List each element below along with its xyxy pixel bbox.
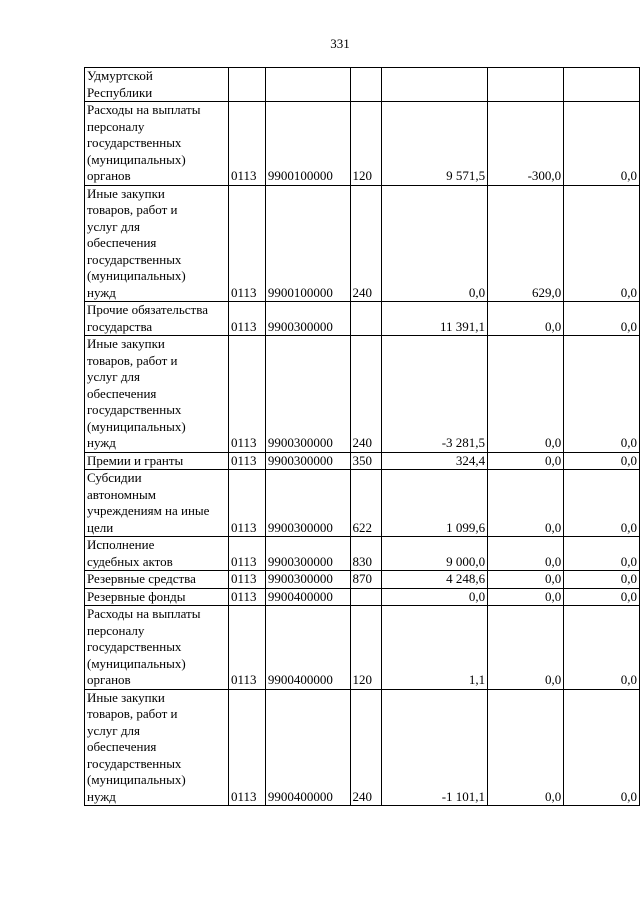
- expense-type: 120: [350, 606, 382, 690]
- amount-3: 0,0: [564, 537, 640, 571]
- row-description: Удмуртской Республики: [85, 68, 229, 102]
- amount-1: [382, 68, 488, 102]
- row-description: Субсидии автономным учреждениям на иные цели: [85, 470, 229, 537]
- section-code: 0113: [229, 102, 266, 186]
- section-code: 0113: [229, 571, 266, 589]
- row-description: Резервные средства: [85, 571, 229, 589]
- amount-2: -300,0: [488, 102, 564, 186]
- table-row: [85, 689, 640, 806]
- table-row: [85, 68, 640, 102]
- budget-table: [84, 67, 640, 806]
- amount-1: 9 571,5: [382, 102, 488, 186]
- amount-3: 0,0: [564, 470, 640, 537]
- amount-1: 0,0: [382, 185, 488, 302]
- table-row: [85, 452, 640, 470]
- amount-2: 0,0: [488, 689, 564, 806]
- amount-1: 0,0: [382, 588, 488, 606]
- row-description: Иные закупки товаров, работ и услуг для обеспечения государственных (муниципальных) нужд: [85, 336, 229, 453]
- amount-2: 0,0: [488, 571, 564, 589]
- budget-table-body: [85, 68, 640, 806]
- section-code: [229, 68, 266, 102]
- expense-type: 240: [350, 185, 382, 302]
- expense-type: 830: [350, 537, 382, 571]
- amount-2: [488, 68, 564, 102]
- amount-3: 0,0: [564, 185, 640, 302]
- amount-2: 629,0: [488, 185, 564, 302]
- table-row: [85, 302, 640, 336]
- target-article: 9900400000: [265, 689, 350, 806]
- page-number: 331: [330, 36, 350, 51]
- amount-3: 0,0: [564, 588, 640, 606]
- target-article: 9900100000: [265, 102, 350, 186]
- section-code: 0113: [229, 537, 266, 571]
- target-article: 9900300000: [265, 302, 350, 336]
- section-code: 0113: [229, 606, 266, 690]
- expense-type: 622: [350, 470, 382, 537]
- amount-1: 11 391,1: [382, 302, 488, 336]
- amount-1: 9 000,0: [382, 537, 488, 571]
- amount-3: 0,0: [564, 452, 640, 470]
- table-row: [85, 470, 640, 537]
- table-row: [85, 537, 640, 571]
- amount-2: 0,0: [488, 537, 564, 571]
- amount-2: 0,0: [488, 336, 564, 453]
- section-code: 0113: [229, 588, 266, 606]
- row-description: Резервные фонды: [85, 588, 229, 606]
- row-description: Иные закупки товаров, работ и услуг для обеспечения государственных (муниципальных) нужд: [85, 185, 229, 302]
- expense-type: 870: [350, 571, 382, 589]
- amount-2: 0,0: [488, 606, 564, 690]
- section-code: 0113: [229, 452, 266, 470]
- expense-type: 240: [350, 689, 382, 806]
- table-row: [85, 185, 640, 302]
- expense-type: [350, 302, 382, 336]
- table-row: [85, 571, 640, 589]
- target-article: 9900300000: [265, 452, 350, 470]
- target-article: [265, 68, 350, 102]
- table-row: [85, 588, 640, 606]
- section-code: 0113: [229, 470, 266, 537]
- amount-2: 0,0: [488, 452, 564, 470]
- amount-2: 0,0: [488, 588, 564, 606]
- amount-3: 0,0: [564, 102, 640, 186]
- amount-3: 0,0: [564, 336, 640, 453]
- row-description: Исполнение судебных актов: [85, 537, 229, 571]
- target-article: 9900300000: [265, 537, 350, 571]
- table-row: [85, 336, 640, 453]
- expense-type: 240: [350, 336, 382, 453]
- table-row: [85, 606, 640, 690]
- amount-1: 4 248,6: [382, 571, 488, 589]
- target-article: 9900400000: [265, 606, 350, 690]
- table-row: [85, 102, 640, 186]
- section-code: 0113: [229, 689, 266, 806]
- target-article: 9900100000: [265, 185, 350, 302]
- section-code: 0113: [229, 185, 266, 302]
- expense-type: 350: [350, 452, 382, 470]
- row-description: Премии и гранты: [85, 452, 229, 470]
- target-article: 9900300000: [265, 470, 350, 537]
- amount-3: 0,0: [564, 606, 640, 690]
- section-code: 0113: [229, 336, 266, 453]
- amount-3: 0,0: [564, 302, 640, 336]
- target-article: 9900400000: [265, 588, 350, 606]
- row-description: Иные закупки товаров, работ и услуг для обеспечения государственных (муниципальных) нужд: [85, 689, 229, 806]
- amount-3: 0,0: [564, 689, 640, 806]
- amount-3: 0,0: [564, 571, 640, 589]
- expense-type: [350, 588, 382, 606]
- amount-1: -1 101,1: [382, 689, 488, 806]
- amount-3: [564, 68, 640, 102]
- section-code: 0113: [229, 302, 266, 336]
- amount-1: 324,4: [382, 452, 488, 470]
- row-description: Расходы на выплаты персоналу государственных (муниципальных) органов: [85, 102, 229, 186]
- amount-1: 1,1: [382, 606, 488, 690]
- amount-2: 0,0: [488, 302, 564, 336]
- amount-1: 1 099,6: [382, 470, 488, 537]
- amount-2: 0,0: [488, 470, 564, 537]
- amount-1: -3 281,5: [382, 336, 488, 453]
- row-description: Расходы на выплаты персоналу государственных (муниципальных) органов: [85, 606, 229, 690]
- expense-type: 120: [350, 102, 382, 186]
- target-article: 9900300000: [265, 571, 350, 589]
- row-description: Прочие обязательства государства: [85, 302, 229, 336]
- expense-type: [350, 68, 382, 102]
- target-article: 9900300000: [265, 336, 350, 453]
